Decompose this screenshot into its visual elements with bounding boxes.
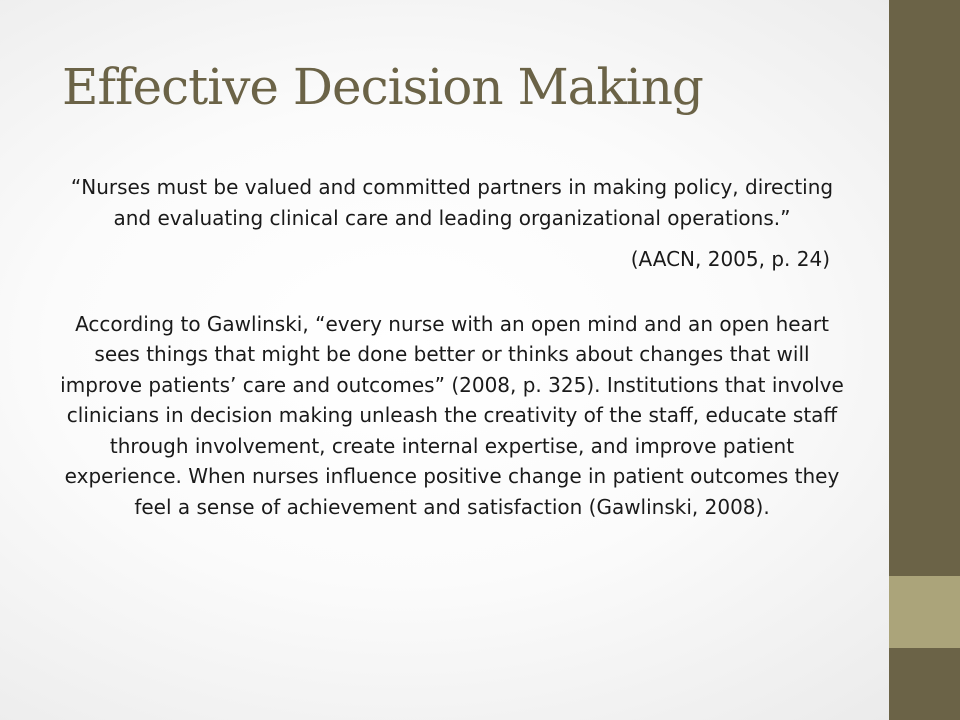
- side-bar-segment-bottom: [889, 648, 960, 720]
- quote-citation: (AACN, 2005, p. 24): [630, 247, 830, 271]
- side-accent-bar: [889, 0, 960, 720]
- side-bar-segment-top: [889, 0, 960, 576]
- side-bar-segment-accent: [889, 576, 960, 648]
- slide-title: Effective Decision Making: [62, 58, 703, 116]
- slide-content: [52, 172, 852, 522]
- body-paragraph: According to Gawlinski, “every nurse with an open mind and an open heart sees things that might be done better or thinks about changes that will improve patients’ care and outcomes” (2008, p. 325). Institutions that involve clinicians in decision making unleash the creativity of the staff, educate staff through involvement, create internal expertise, and improve patient experience. When nurses influence positive change in patient outcomes they feel a sense of achievement and satisfaction (Gawlinski, 2008).: [60, 311, 844, 519]
- aacn-quote: “Nurses must be valued and committed partners in making policy, directing and evaluating clinical care and leading organizational operations.”: [70, 175, 834, 230]
